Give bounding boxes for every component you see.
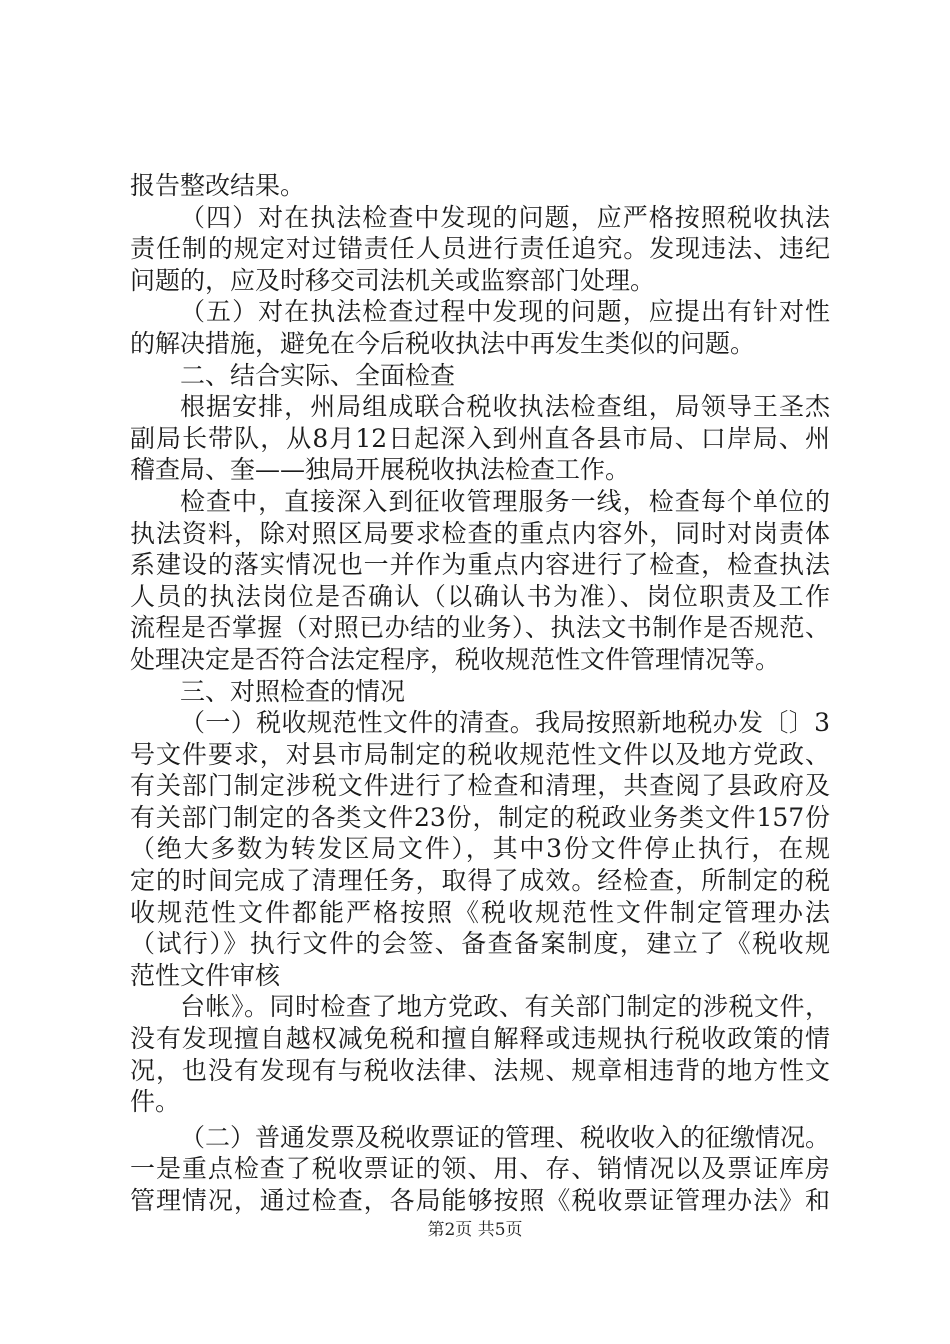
text-line: 系建设的落实情况也一并作为重点内容进行了检查，检查执法: [130, 550, 830, 580]
text-line: 检查中，直接深入到征收管理服务一线，检查每个单位的: [180, 486, 830, 516]
text-line: 有关部门制定的各类文件23份，制定的税政业务类文件157份: [130, 802, 830, 832]
text-line: 有关部门制定涉税文件进行了检查和清理，共查阅了县政府及: [130, 771, 830, 801]
text-line: 一是重点检查了税收票证的领、用、存、销情况以及票证库房: [130, 1154, 830, 1184]
text-line: （试行）》执行文件的会签、备查备案制度，建立了《税收规: [130, 929, 830, 959]
text-line: 台帐》。同时检查了地方党政、有关部门制定的涉税文件，: [180, 992, 830, 1022]
text-line: 的解决措施，避免在今后税收执法中再发生类似的问题。: [130, 328, 756, 358]
text-line: 三、对照检查的情况: [180, 676, 406, 706]
text-line: 定的时间完成了清理任务，取得了成效。经检查，所制定的税: [130, 866, 830, 896]
text-line: 没有发现擅自越权减免税和擅自解释或违规执行税收政策的情: [130, 1024, 830, 1054]
text-line: （四）对在执法检查中发现的问题，应严格按照税收执法: [180, 202, 830, 232]
text-line: 件。: [130, 1087, 181, 1117]
text-line: （绝大多数为转发区局文件），其中3份文件停止执行，在规: [130, 834, 830, 864]
text-line: 二、结合实际、全面检查: [180, 360, 456, 390]
text-line: （一）税收规范性文件的清查。我局按照新地税办发〔〕3: [180, 708, 830, 738]
text-line: 收规范性文件都能严格按照《税收规范性文件制定管理办法: [130, 897, 830, 927]
text-line: 问题的，应及时移交司法机关或监察部门处理。: [130, 265, 656, 295]
text-line: 号文件要求，对县市局制定的税收规范性文件以及地方党政、: [130, 739, 830, 769]
text-line: （二）普通发票及税收票证的管理、税收收入的征缴情况。: [180, 1122, 830, 1152]
text-line: 副局长带队，从8月12日起深入到州直各县市局、口岸局、州: [130, 423, 830, 453]
text-line: （五）对在执法检查过程中发现的问题，应提出有针对性: [180, 297, 830, 327]
text-line: 报告整改结果。: [130, 171, 306, 200]
text-line: 责任制的规定对过错责任人员进行责任追究。发现违法、违纪: [130, 234, 830, 264]
document-body: [130, 170, 830, 1217]
text-line: 执法资料，除对照区局要求检查的重点内容外，同时对岗责体: [130, 518, 830, 548]
text-line: 况，也没有发现有与税收法律、法规、规章相违背的地方性文: [130, 1055, 830, 1085]
text-line: 范性文件审核: [130, 960, 281, 990]
text-line: 流程是否掌握（对照已办结的业务）、执法文书制作是否规范、: [130, 613, 830, 643]
text-line: 管理情况，通过检查，各局能够按照《税收票证管理办法》和: [130, 1186, 830, 1215]
text-line: 处理决定是否符合法定程序，税收规范性文件管理情况等。: [130, 644, 781, 674]
text-line: 稽查局、奎——独局开展税收执法检查工作。: [130, 455, 631, 485]
text-line: 根据安排，州局组成联合税收执法检查组，局领导王圣杰: [180, 392, 830, 422]
text-line: 人员的执法岗位是否确认（以确认书为准）、岗位职责及工作: [130, 581, 830, 611]
page-number-footer: 第2页 共5页: [427, 1220, 523, 1240]
